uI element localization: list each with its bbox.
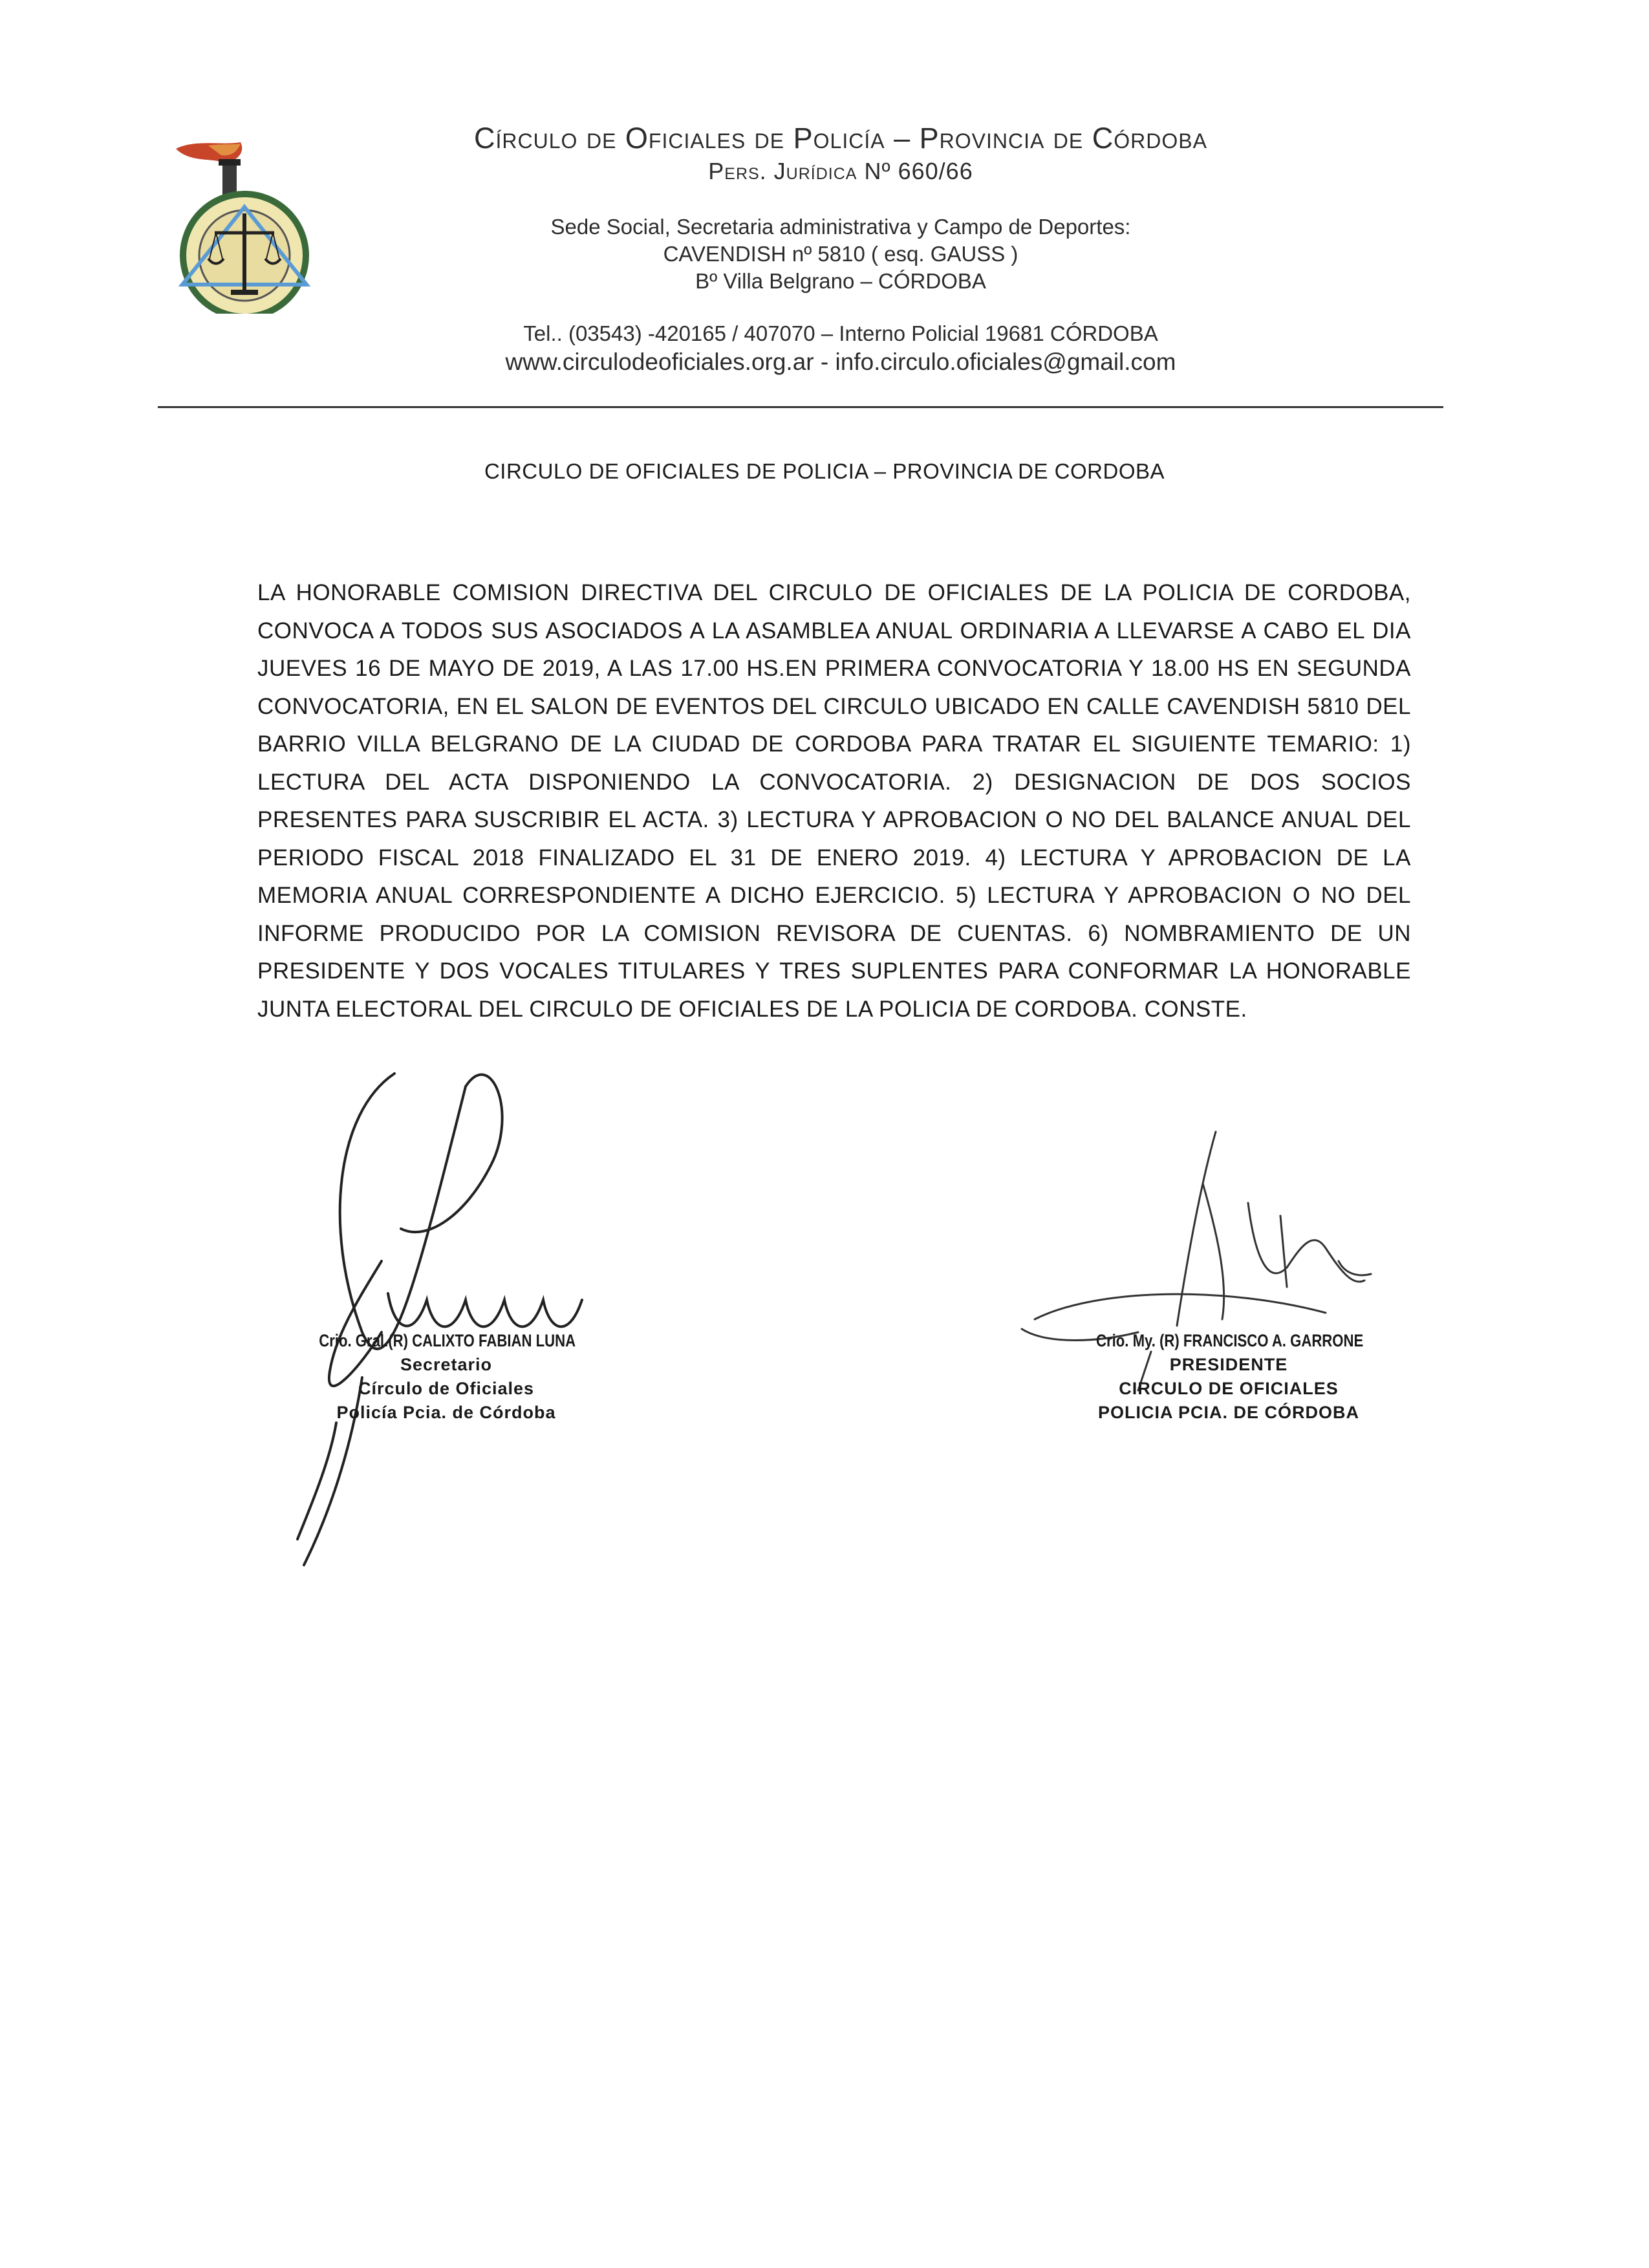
signatory-role: PRESIDENTE	[1169, 1355, 1288, 1374]
signatory-org: Círculo de Oficiales	[358, 1379, 535, 1398]
signatory-org: Policía Pcia. de Córdoba	[336, 1403, 556, 1422]
header-divider	[158, 406, 1443, 408]
document-title: CIRCULO DE OFICIALES DE POLICIA – PROVINCIA DE CORDOBA	[484, 459, 1165, 483]
address-line: CAVENDISH nº 5810 ( esq. GAUSS )	[663, 242, 1018, 266]
signatory-org: CIRCULO DE OFICIALES	[1119, 1379, 1339, 1398]
left-signature-icon	[297, 1074, 582, 1565]
address-line: Bº Villa Belgrano – CÓRDOBA	[695, 269, 986, 293]
web-email-line: www.circulodeoficiales.org.ar - info.circulo.oficiales@gmail.com	[505, 349, 1176, 375]
phone-line: Tel.. (03543) -420165 / 407070 – Interno Policial 19681 CÓRDOBA	[523, 321, 1158, 345]
signatory-org: POLICIA PCIA. DE CÓRDOBA	[1097, 1403, 1360, 1422]
address-line: Sede Social, Secretaria administrativa y Campo de Deportes:	[550, 215, 1131, 239]
document-body: LA HONORABLE COMISION DIRECTIVA DEL CIRCULO DE OFICIALES DE LA POLICIA DE CORDOBA, CONVOCA A TODOS SUS ASOCIADOS A LA ASAMBLEA ANUAL ORDINARIA A LLEVARSE A CABO EL DIA JUEVES 16 DE MAYO DE 2019, A LAS 17.00 HS.EN PRIMERA CONVOCATORIA Y 18.00 HS EN SEGUNDA CONVOCATORIA, EN EL SALON DE EVENTOS DEL CIRCULO UBICADO EN CALLE CAVENDISH 5810 DEL BARRIO VILLA BELGRANO DE LA CIUDAD DE CORDOBA PARA TRATAR EL SIGUIENTE TEMARIO: 1) LECTURA DEL ACTA DISPONIENDO LA CONVOCATORIA. 2) DESIGNACION DE DOS SOCIOS PRESENTES PARA SUSCRIBIR EL ACTA. 3) LECTURA Y APROBACION O NO DEL BALANCE ANUAL DEL PERIODO FISCAL 2018 FINALIZADO EL 31 DE ENERO 2019. 4) LECTURA Y APROBACION DE LA MEMORIA ANUAL CORRESPONDIENTE A DICHO EJERCICIO. 5) LECTURA Y APROBACION O NO DEL INFORME PRODUCIDO POR LA COMISION REVISORA DE CUENTAS. 6) NOMBRAMIENTO DE UN PRESIDENTE Y DOS VOCALES TITULARES Y TRES SUPLENTES PARA CONFORMAR LA HONORABLE JUNTA ELECTORAL DEL CIRCULO DE OFICIALES DE LA POLICIA DE CORDOBA. CONSTE.	[257, 580, 1411, 1022]
contact-block	[285, 319, 1397, 376]
signatory-name: Crio. Gral.(R) CALIXTO FABIAN LUNA	[319, 1331, 576, 1350]
address-block	[285, 213, 1397, 295]
organization-name: Círculo de Oficiales de Policía – Provincia de Córdoba	[474, 122, 1207, 155]
signature-block-secretary	[291, 1331, 601, 1423]
signatory-role: Secretario	[400, 1355, 493, 1374]
legal-id: Pers. Jurídica Nº 660/66	[708, 158, 973, 184]
signatory-name: Crio. My. (R) FRANCISCO A. GARRONE	[1096, 1331, 1364, 1350]
signature-block-president	[1067, 1331, 1390, 1423]
